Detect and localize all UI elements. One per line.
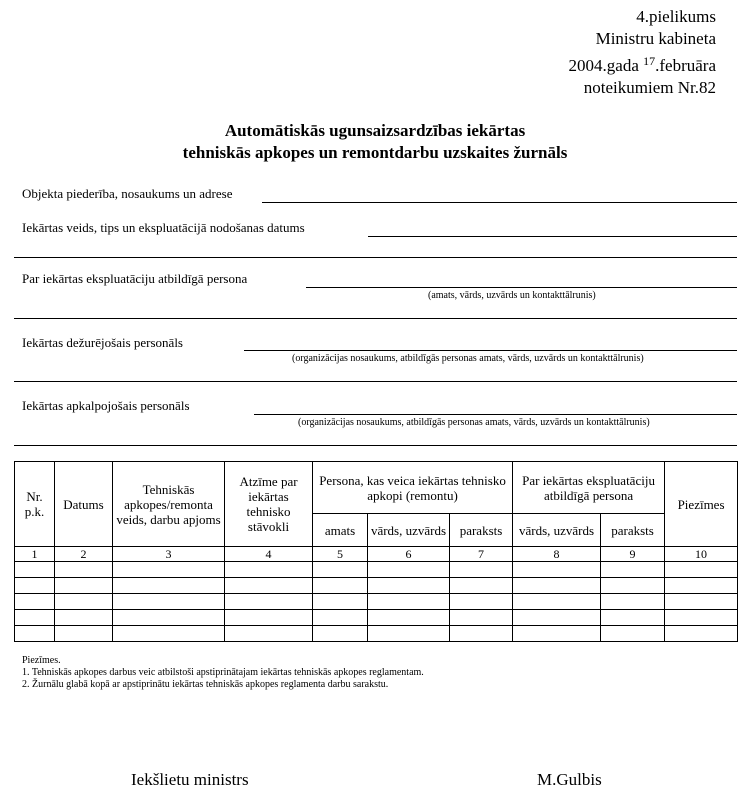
header-condition-mark: Atzīme par iekārtas tehnisko stāvokli	[225, 462, 313, 547]
annex-date: 2004.gada $^{17}$.februāra	[568, 54, 716, 75]
column-number: 5	[313, 547, 368, 562]
header-name: vārds, uzvārds	[368, 514, 450, 547]
header-signature-2: paraksts	[601, 514, 665, 547]
equipment-label: Iekārtas veids, tips un ekspluatācijā nodošanas datums	[22, 220, 305, 235]
object-line[interactable]	[262, 202, 737, 203]
regulation-number: 82	[699, 78, 716, 97]
header-nr: Nr. p.k.	[15, 462, 55, 547]
column-number: 8	[513, 547, 601, 562]
annex-header	[569, 6, 716, 99]
header-responsible: Par iekārtas ekspluatāciju atbildīgā persona	[513, 462, 665, 514]
column-number: 6	[368, 547, 450, 562]
journal-table	[14, 461, 738, 642]
service-line-2[interactable]	[14, 445, 737, 446]
service-label: Iekārtas apkalpojošais personāls	[22, 398, 190, 413]
note-2: 2. Žurnālu glabā kopā ar apstiprinātu iekārtas tehniskās apkopes reglamenta darbu sarakstu.	[22, 679, 389, 690]
service-hint: (organizācijas nosaukums, atbildīgās personas amats, vārds, uzvārds un kontakttālrunis)	[298, 417, 650, 428]
column-number: 3	[113, 547, 225, 562]
column-number: 4	[225, 547, 313, 562]
minister-name: M.Gulbis	[537, 770, 602, 789]
table-row[interactable]	[15, 562, 738, 578]
responsible-line-2[interactable]	[14, 318, 737, 319]
minister-title: Iekšlietu ministrs	[131, 770, 249, 789]
header-performer: Persona, kas veica iekārtas tehnisko apkopi (remontu)	[313, 462, 513, 514]
responsible-hint: (amats, vārds, uzvārds un kontakttālrunis)	[428, 290, 596, 301]
equipment-line[interactable]	[368, 236, 737, 237]
column-number: 9	[601, 547, 665, 562]
table-row[interactable]	[15, 610, 738, 626]
header-name-2: vārds, uzvārds	[513, 514, 601, 547]
annex-issuer: Ministru kabineta	[595, 29, 716, 48]
header-position: amats	[313, 514, 368, 547]
column-number: 10	[665, 547, 738, 562]
object-label: Objekta piederība, nosaukums un adrese	[22, 186, 233, 201]
annex-regulation: noteikumiem Nr.82	[583, 78, 716, 97]
duty-line[interactable]	[244, 350, 737, 351]
duty-hint: (organizācijas nosaukums, atbildīgās personas amats, vārds, uzvārds un kontakttālrunis)	[292, 353, 644, 364]
column-number: 7	[450, 547, 513, 562]
column-numbers-row	[15, 547, 738, 562]
table-row[interactable]	[15, 578, 738, 594]
header-notes: Piezīmes	[665, 462, 738, 547]
notes-section	[22, 655, 424, 691]
equipment-line-2[interactable]	[14, 257, 737, 258]
responsible-label: Par iekārtas ekspluatāciju atbildīgā persona	[22, 271, 248, 286]
header-work-type: Tehniskās apkopes/remonta veids, darbu apjoms	[113, 462, 225, 547]
note-1: 1. Tehniskās apkopes darbus veic atbilstoši apstiprinātajam iekārtas tehniskās apkopes reglamentam.	[22, 667, 424, 678]
notes-title: Piezīmes.	[22, 655, 61, 666]
duty-line-2[interactable]	[14, 381, 737, 382]
column-number: 1	[15, 547, 55, 562]
header-date: Datums	[55, 462, 113, 547]
column-number: 2	[55, 547, 113, 562]
service-line[interactable]	[254, 414, 737, 415]
date-day: 17	[643, 54, 656, 68]
header-signature: paraksts	[450, 514, 513, 547]
table-row[interactable]	[15, 594, 738, 610]
table-row[interactable]	[15, 626, 738, 642]
responsible-line[interactable]	[306, 287, 737, 288]
annex-number: 4.pielikums	[636, 7, 716, 26]
duty-label: Iekārtas dežurējošais personāls	[22, 335, 183, 350]
document-title: Automātiskās ugunsaizsardzības iekārtas tehniskās apkopes un remontdarbu uzskaites žurnāls	[182, 121, 568, 162]
